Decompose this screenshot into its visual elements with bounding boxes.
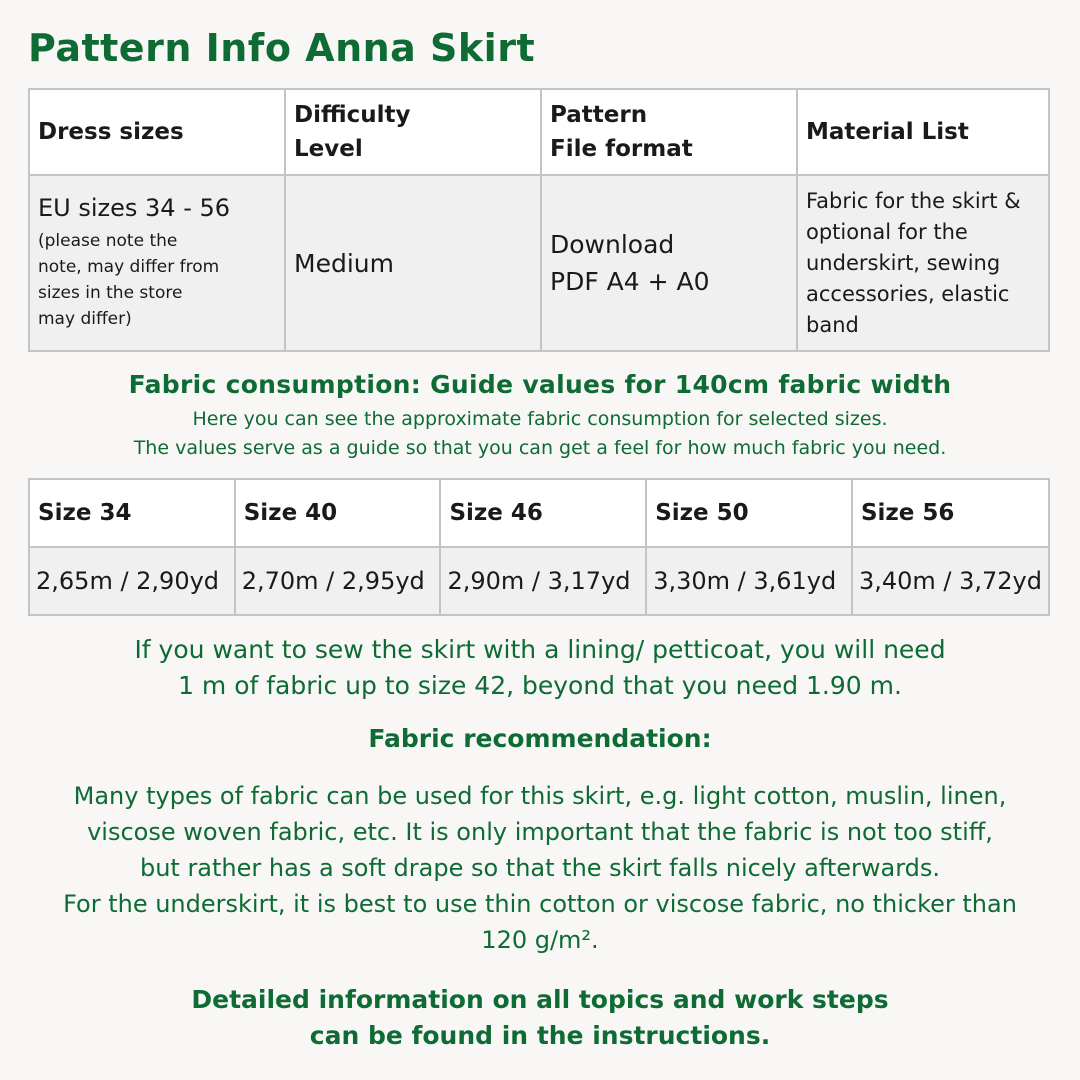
header-difficulty-line-1: Difficulty: [294, 102, 411, 128]
recommendation-title: Fabric recommendation:: [368, 724, 712, 753]
size-header-cell: Size 46: [440, 479, 646, 547]
dress-sizes-note-line: note, may differ from: [38, 257, 220, 277]
info-header-row: [29, 89, 1049, 175]
closing-note-line-1: Detailed information on all topics and work steps: [191, 985, 889, 1014]
recommendation-line: viscose woven fabric, etc. It is only important that the fabric is not too stiff,: [87, 818, 993, 846]
sizes-value-row: [29, 547, 1049, 615]
recommendation-line: Many types of fabric can be used for this skirt, e.g. light cotton, muslin, linen,: [73, 782, 1007, 810]
size-header-cell: Size 34: [29, 479, 235, 547]
consumption-subtitle: [0, 405, 1080, 463]
header-difficulty: [285, 89, 541, 175]
recommendation-body: [0, 778, 1080, 958]
material-list-value: Fabric for the skirt & optional for the underskirt, sewing accessories, elastic band: [797, 175, 1049, 351]
header-file-format-line-2: File format: [550, 136, 693, 162]
file-format-value: [541, 175, 797, 351]
header-dress-sizes: [29, 89, 285, 175]
header-file-format-line-1: Pattern: [550, 102, 648, 128]
closing-note-line-2: can be found in the instructions.: [309, 1021, 771, 1050]
size-value-cell: 3,40m / 3,72yd: [852, 547, 1049, 615]
dress-sizes-note: [38, 228, 238, 332]
size-header-cell: Size 40: [235, 479, 441, 547]
dress-sizes-value: EU sizes 34 - 56: [38, 194, 231, 222]
page-title: Pattern Info Anna Skirt: [28, 26, 536, 70]
header-material-list: [797, 89, 1049, 175]
header-difficulty-line-2: Level: [294, 136, 363, 162]
dress-sizes-note-line: (please note the: [38, 231, 178, 251]
cell-dress-sizes: [29, 175, 285, 351]
info-body-row: [29, 175, 1049, 351]
consumption-title: Fabric consumption: Guide values for 140cm fabric width: [128, 370, 952, 399]
size-value-cell: 2,70m / 2,95yd: [235, 547, 441, 615]
difficulty-value: Medium: [285, 175, 541, 351]
size-header-cell: Size 50: [646, 479, 852, 547]
file-format-line-2: PDF A4 + A0: [550, 267, 710, 296]
header-material-list-line-1: Material List: [806, 119, 969, 145]
lining-note-line-2: 1 m of fabric up to size 42, beyond that you need 1.90 m.: [178, 671, 902, 700]
size-value-cell: 3,30m / 3,61yd: [646, 547, 852, 615]
recommendation-line: 120 g/m².: [481, 926, 599, 954]
lining-note: [0, 632, 1080, 704]
sizes-header-row: [29, 479, 1049, 547]
size-value-cell: 2,90m / 3,17yd: [440, 547, 646, 615]
recommendation-line: For the underskirt, it is best to use thin cotton or viscose fabric, no thicker than: [63, 890, 1017, 918]
header-file-format: [541, 89, 797, 175]
fabric-consumption-table: [28, 478, 1050, 616]
file-format-line-1: Download: [550, 230, 675, 259]
dress-sizes-note-line: may differ): [38, 309, 132, 329]
consumption-subtitle-line-2: The values serve as a guide so that you can get a feel for how much fabric you need.: [133, 437, 947, 459]
header-dress-sizes-line-1: Dress sizes: [38, 119, 184, 145]
dress-sizes-note-line: sizes in the store: [38, 283, 183, 303]
recommendation-line: but rather has a soft drape so that the skirt falls nicely afterwards.: [139, 854, 941, 882]
closing-note: [0, 982, 1080, 1054]
consumption-subtitle-line-1: Here you can see the approximate fabric consumption for selected sizes.: [192, 408, 888, 430]
size-header-cell: Size 56: [852, 479, 1049, 547]
lining-note-line-1: If you want to sew the skirt with a lining/ petticoat, you will need: [134, 635, 946, 664]
pattern-info-table: [28, 88, 1050, 352]
size-value-cell: 2,65m / 2,90yd: [29, 547, 235, 615]
